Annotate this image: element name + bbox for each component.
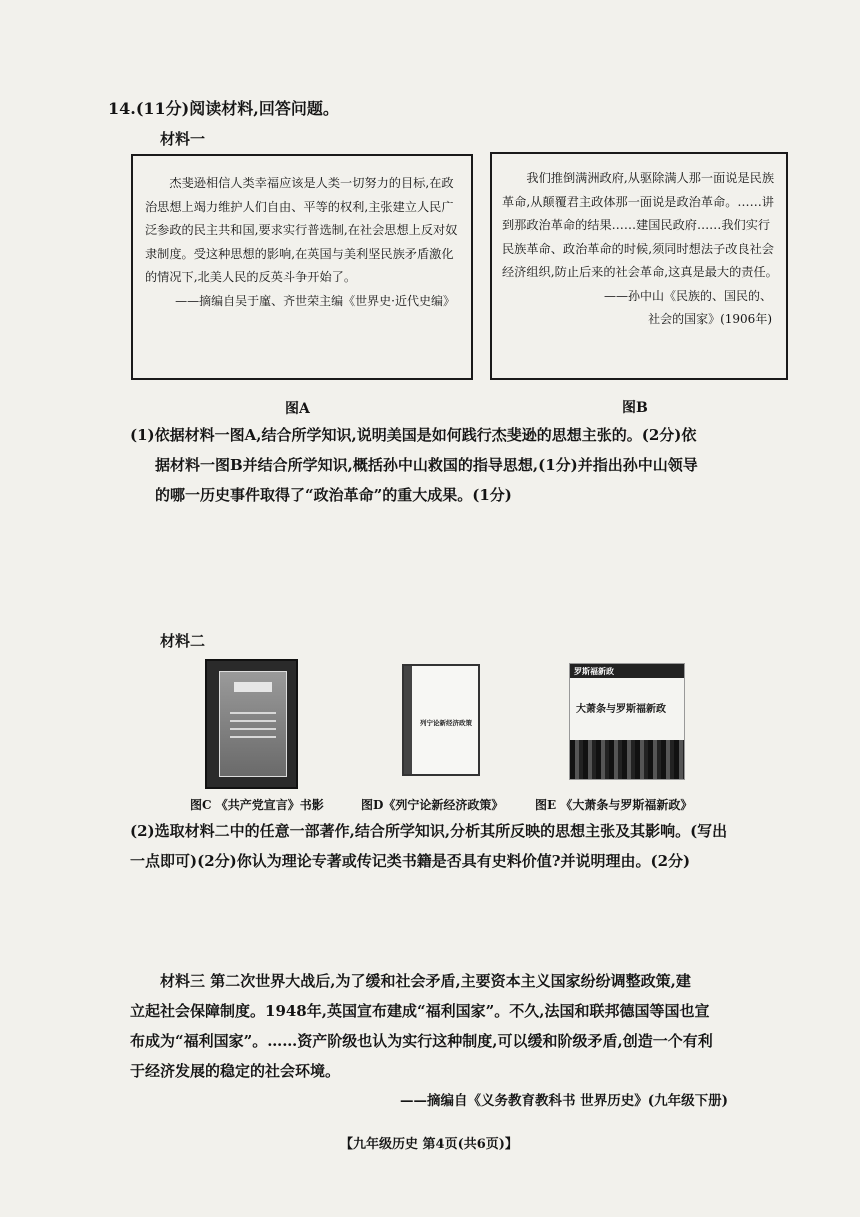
caption-figure-c: 图C 《共产党宣言》书影 xyxy=(190,798,324,812)
caption-figure-b: 图B xyxy=(622,400,648,416)
book-image-great-depression xyxy=(569,663,685,780)
book-e-header: 罗斯福新政 xyxy=(570,664,685,678)
cover-line xyxy=(230,728,276,730)
q2-line2: 一点即可)(2分)你认为理论专著或传记类书籍是否具有史料价值?并说明理由。(2分) xyxy=(130,852,691,870)
figure-b-source-line1: ——孙中山《民族的、国民的、 xyxy=(603,288,772,303)
caption-figure-d: 图D《列宁论新经济政策》 xyxy=(361,798,504,812)
page-footer: 【九年级历史 第4页(共6页)】 xyxy=(340,1137,518,1152)
book-e-photo xyxy=(570,740,685,780)
material3-line3: 布成为“福利国家”。……资产阶级也认为实行这种制度,可以缓和阶级矛盾,创造一个有利 xyxy=(130,1032,713,1050)
material3-line2: 立起社会保障制度。1948年,英国宣布建成“福利国家”。不久,法国和联邦德国等国也宣 xyxy=(130,1002,710,1020)
cover-line xyxy=(230,712,276,714)
material3-line1: 材料三 第二次世界大战后,为了缓和社会矛盾,主要资本主义国家纷纷调整政策,建 xyxy=(160,972,691,990)
cover-line xyxy=(230,720,276,722)
book-e-title: 大萧条与罗斯福新政 xyxy=(576,704,666,715)
caption-figure-a: 图A xyxy=(285,401,310,417)
q1-line1: (1)依据材料一图A,结合所学知识,说明美国是如何践行杰斐逊的思想主张的。(2分)依 xyxy=(130,426,697,444)
book-cover xyxy=(219,671,287,777)
cover-band xyxy=(234,682,272,692)
figure-a-source: ——摘编自吴于廑、齐世荣主编《世界史·近代史编》 xyxy=(175,293,455,308)
book-image-lenin xyxy=(402,664,480,776)
material1-label: 材料一 xyxy=(160,130,206,148)
material1-figure-a xyxy=(131,154,473,380)
figure-a-text: 杰斐逊相信人类幸福应该是人类一切努力的目标,在政治思想上竭力维护人们自由、平等的权利,主张建立人民广泛参政的民主共和国,要求实行普选制,在社会思想上反对奴隶制度。受这种思想的影响,在英国与美利坚民族矛盾激化的情况下,北美人民的反英斗争开始了。 xyxy=(145,176,458,284)
caption-figure-e: 图E 《大萧条与罗斯福新政》 xyxy=(535,798,693,812)
cover-line xyxy=(230,736,276,738)
figure-b-source-line2: 社会的国家》(1906年) xyxy=(648,312,772,326)
material1-figure-b xyxy=(490,152,788,380)
q1-line2: 据材料一图B并结合所学知识,概括孙中山救国的指导思想,(1分)并指出孙中山领导 xyxy=(155,456,698,474)
question-title: 14.(11分)阅读材料,回答问题。 xyxy=(108,99,339,118)
material3-source: ——摘编自《义务教育教科书 世界历史》(九年级下册) xyxy=(400,1093,728,1109)
figure-b-text: 我们推倒满洲政府,从驱除满人那一面说是民族革命,从颠覆君主政体那一面说是政治革命。……讲到那政治革命的结果……建国民政府……我们实行民族革命、政治革命的时候,须同时想法子改良社会经济组织,防止后来的社会革命,这真是最大的责任。 xyxy=(502,171,778,279)
q2-line1: (2)选取材料二中的任意一部著作,结合所学知识,分析其所反映的思想主张及其影响。(写出 xyxy=(130,822,728,840)
q1-line3: 的哪一历史事件取得了“政治革命”的重大成果。(1分) xyxy=(155,486,512,504)
book-spine xyxy=(404,666,412,774)
material3-line4: 于经济发展的稳定的社会环境。 xyxy=(130,1062,341,1080)
material2-label: 材料二 xyxy=(160,632,206,650)
book-image-communist-manifesto xyxy=(205,659,298,789)
book-d-title: 列宁论新经济政策 xyxy=(420,719,472,727)
